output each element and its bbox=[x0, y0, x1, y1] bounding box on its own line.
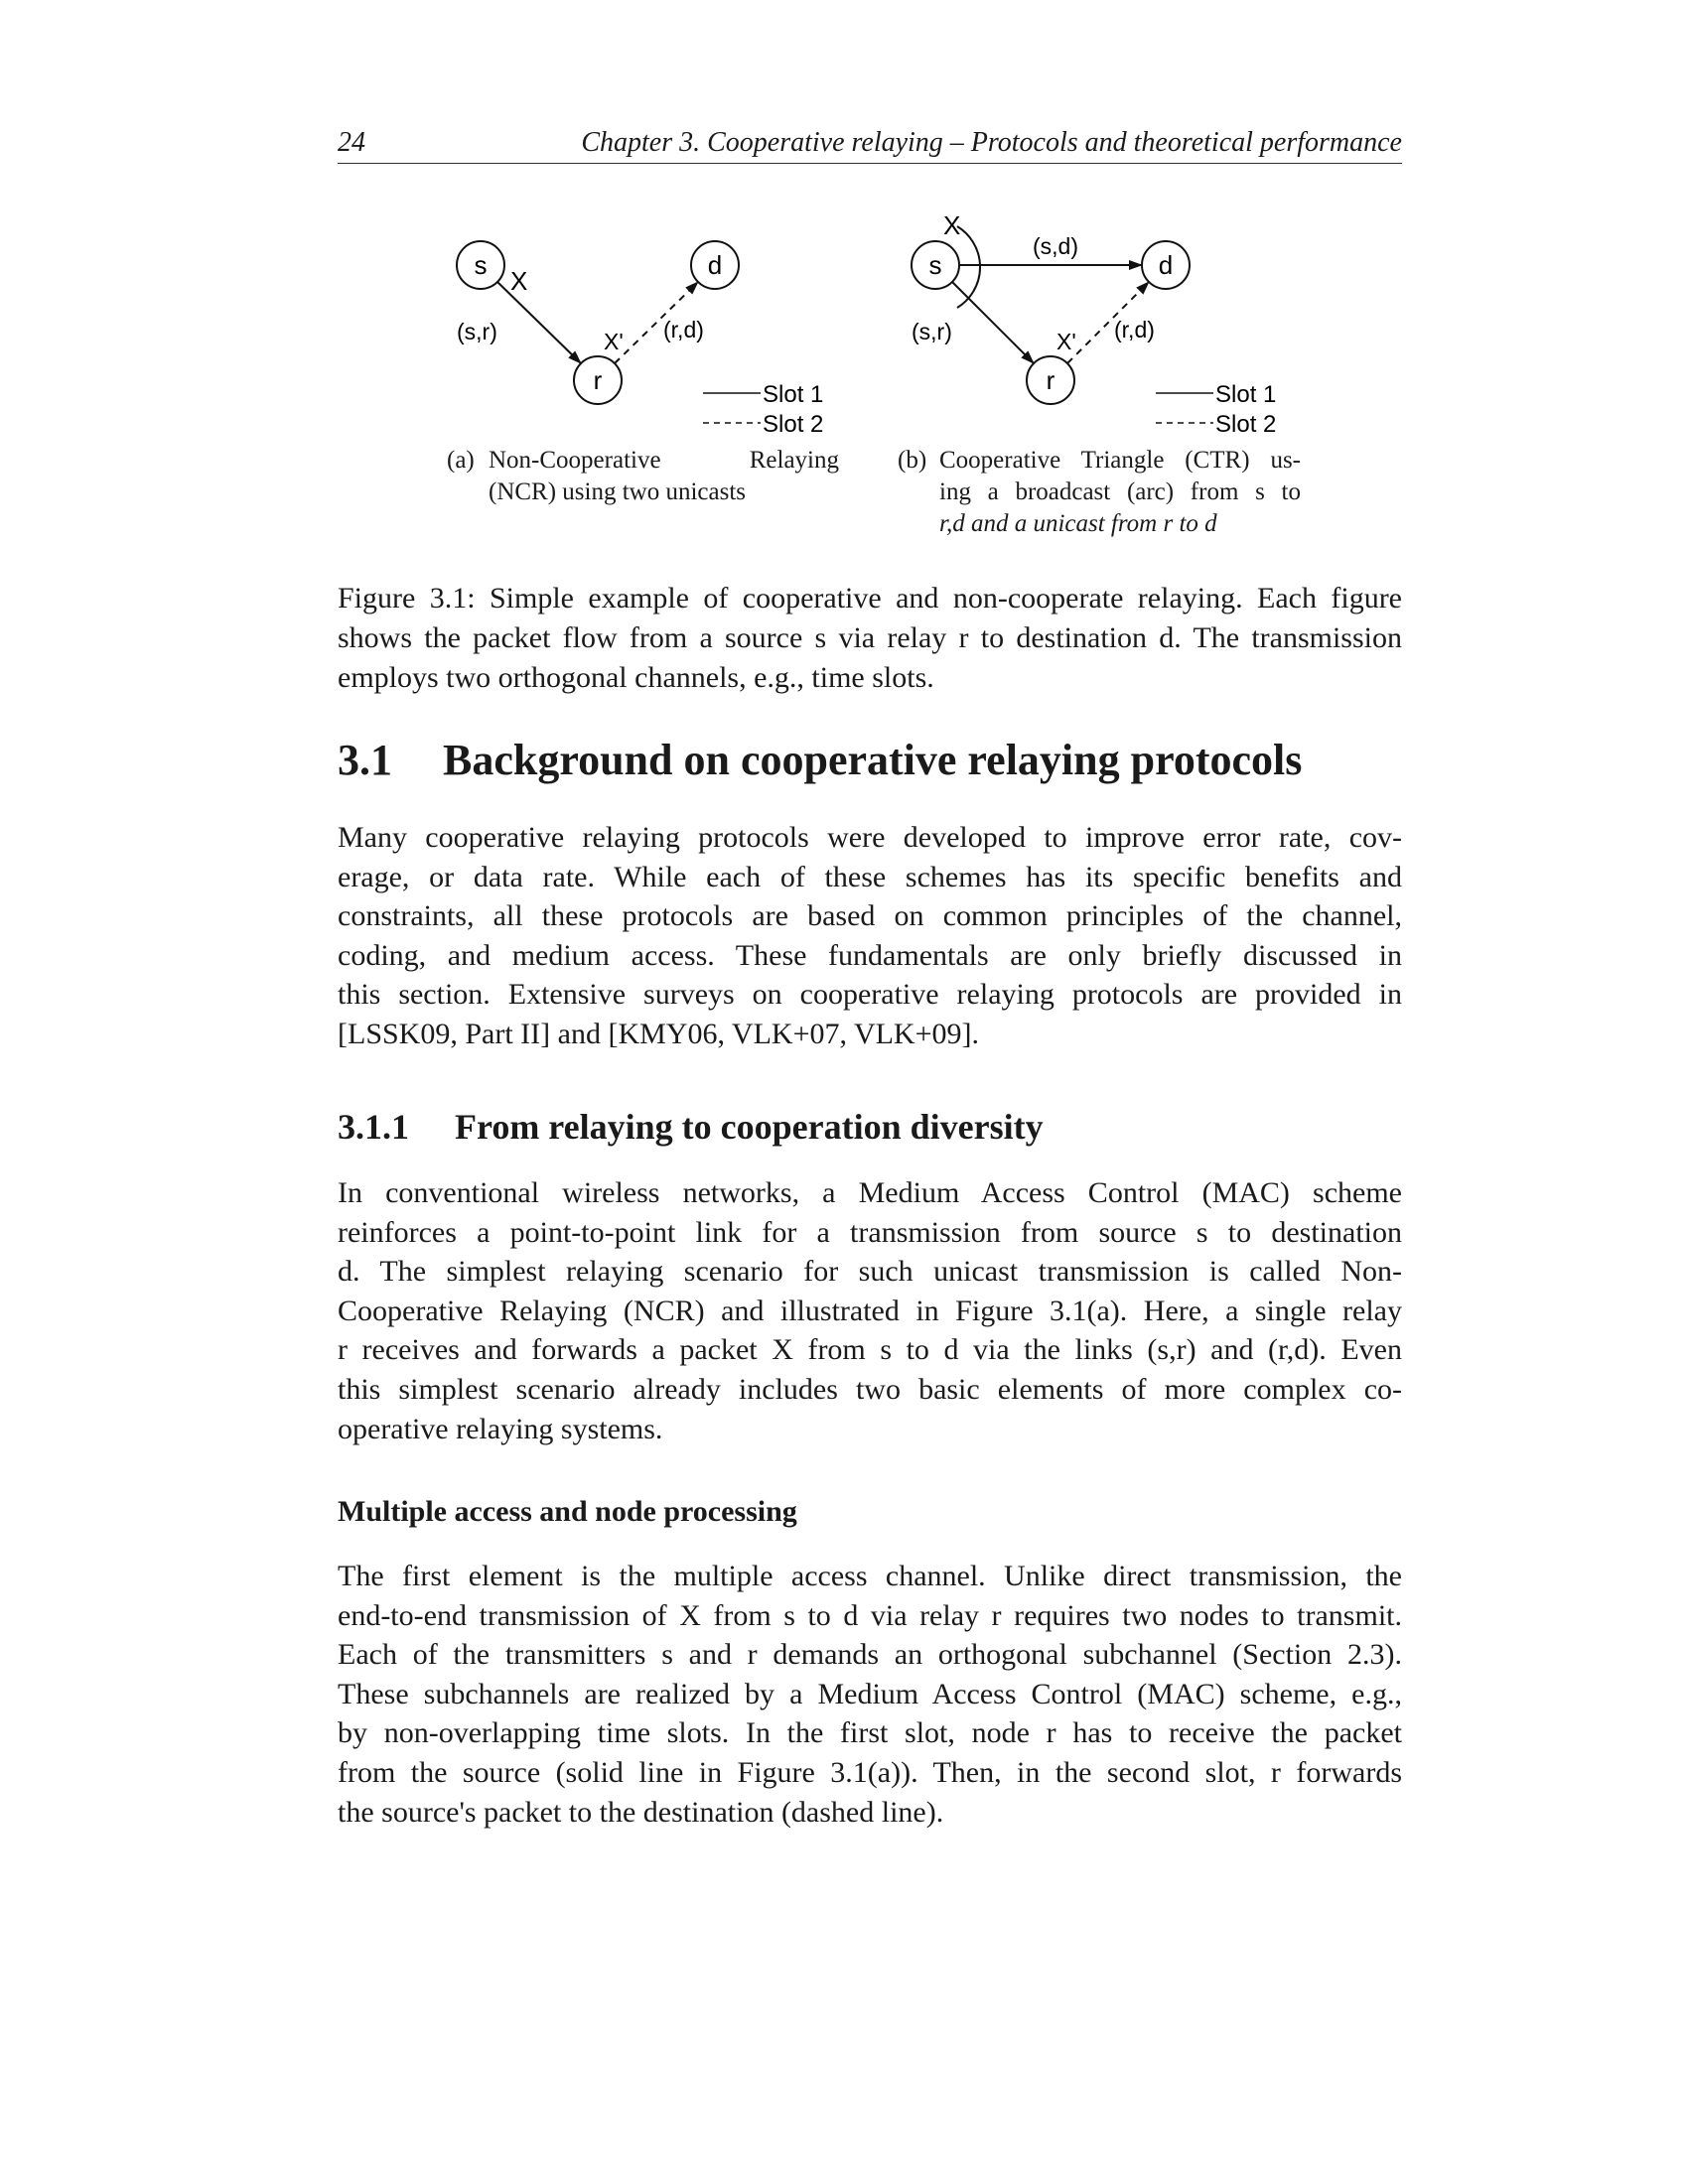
edge-a-sr-label: (s,r) bbox=[457, 319, 497, 344]
subcaption-b-line3: r,d and a unicast from r to d bbox=[939, 510, 1217, 537]
subfigure-b bbox=[912, 210, 1276, 438]
node-a-d-label: d bbox=[707, 250, 723, 280]
text-line: from the source (solid line in Figure 3.1(a)). Then, in the second slot, r forwards bbox=[338, 1755, 1402, 1789]
text-line: the source's packet to the destination (dashed line). bbox=[338, 1795, 944, 1829]
running-title: Chapter 3. Cooperative relaying – Protocols and theoretical performance bbox=[581, 127, 1402, 158]
section-heading bbox=[338, 735, 1402, 794]
text-line: reinforces a point-to-point link for a transmission from source s to destination bbox=[338, 1215, 1402, 1249]
text-line: In conventional wireless networks, a Medium Access Control (MAC) scheme bbox=[338, 1176, 1402, 1209]
text-line: erage, or data rate. While each of these schemes has its specific benefits and bbox=[338, 860, 1402, 893]
packet-a-x: X bbox=[510, 266, 528, 296]
edge-b-rd-label: (r,d) bbox=[1114, 317, 1155, 342]
packet-b-xprime: X' bbox=[1056, 329, 1076, 354]
legend-b-slot1: Slot 1 bbox=[1215, 381, 1277, 408]
edge-b-sr-label: (s,r) bbox=[912, 319, 952, 344]
section-paragraph bbox=[338, 818, 1402, 1054]
text-line: this section. Extensive surveys on cooperative relaying protocols are provided in bbox=[338, 978, 1402, 1012]
subsection-paragraph bbox=[338, 1173, 1402, 1448]
subcaption-a-tag: (a) bbox=[447, 447, 475, 474]
subfigure-a bbox=[457, 241, 823, 438]
node-b-s-label: s bbox=[928, 250, 942, 280]
subcaption-b-tag: (b) bbox=[898, 447, 927, 474]
subsection-number: 3.1.1 bbox=[338, 1107, 409, 1147]
text-line: Cooperative Relaying (NCR) and illustrated in Figure 3.1(a). Here, a single relay bbox=[338, 1294, 1402, 1327]
text-line: [LSSK09, Part II] and [KMY06, VLK+07, VLK+09]. bbox=[338, 1017, 980, 1050]
subcaption-a-line1: Non-Cooperative Relaying bbox=[489, 447, 839, 474]
subcaption-b-line1: Cooperative Triangle (CTR) us- bbox=[939, 447, 1301, 474]
page-number: 24 bbox=[338, 127, 365, 158]
text-line: coding, and medium access. These fundamentals are only briefly discussed in bbox=[338, 938, 1402, 972]
subcaption-a-line2: (NCR) using two unicasts bbox=[489, 478, 747, 505]
figure-3-1 bbox=[427, 199, 1311, 556]
text-line: Many cooperative relaying protocols were developed to improve error rate, cov- bbox=[338, 821, 1402, 854]
text-line: this simplest scenario already includes two basic elements of more complex co- bbox=[338, 1372, 1402, 1406]
paragraph-heading bbox=[338, 1495, 1402, 1535]
node-a-r-label: r bbox=[593, 365, 603, 395]
broadcast-arc bbox=[957, 226, 980, 308]
node-b-r-label: r bbox=[1046, 365, 1055, 395]
packet-b-x: X bbox=[943, 210, 961, 240]
subsection-title: From relaying to cooperation diversity bbox=[455, 1107, 1044, 1147]
legend-b-slot2: Slot 2 bbox=[1215, 411, 1277, 438]
section-number: 3.1 bbox=[338, 736, 392, 784]
node-b-d-label: d bbox=[1158, 250, 1174, 280]
figure-caption: Figure 3.1: Simple example of cooperative and non-cooperate relaying. Each figure shows the packet flow from a source s via relay r to destination d. The transmission employs two orthogonal channels, e.g., time slots. bbox=[338, 582, 1402, 694]
node-a-s-label: s bbox=[474, 250, 488, 280]
subcaption-b-line2: ing a broadcast (arc) from s to bbox=[939, 478, 1301, 505]
edge-b-sd-label: (s,d) bbox=[1033, 233, 1078, 259]
subsection-heading bbox=[338, 1106, 1402, 1156]
edge-a-rd-label: (r,d) bbox=[663, 317, 704, 342]
text-line: constraints, all these protocols are based on common principles of the channel, bbox=[338, 899, 1402, 933]
text-line: end-to-end transmission of X from s to d via relay r requires two nodes to transmit. bbox=[338, 1598, 1402, 1632]
text-line: r receives and forwards a packet X from s to d via the links (s,r) and (r,d). Even bbox=[338, 1333, 1402, 1367]
edge-b-s-r bbox=[952, 282, 1034, 363]
paragraph-title: Multiple access and node processing bbox=[338, 1495, 797, 1528]
text-line: These subchannels are realized by a Medium Access Control (MAC) scheme, e.g., bbox=[338, 1677, 1402, 1710]
text-line: by non-overlapping time slots. In the first slot, node r has to receive the packet bbox=[338, 1716, 1402, 1750]
legend-a-slot2: Slot 2 bbox=[763, 411, 824, 438]
text-line: Each of the transmitters s and r demands an orthogonal subchannel (Section 2.3). bbox=[338, 1638, 1402, 1672]
text-line: d. The simplest relaying scenario for such unicast transmission is called Non- bbox=[338, 1255, 1402, 1289]
packet-a-xprime: X' bbox=[604, 329, 624, 354]
legend-a-slot1: Slot 1 bbox=[763, 381, 824, 408]
text-line: The first element is the multiple access channel. Unlike direct transmission, the bbox=[338, 1560, 1402, 1592]
section-title: Background on cooperative relaying protocols bbox=[443, 736, 1303, 784]
running-head bbox=[338, 123, 1402, 164]
paragraph-body bbox=[338, 1557, 1402, 1832]
text-line: operative relaying systems. bbox=[338, 1412, 663, 1445]
